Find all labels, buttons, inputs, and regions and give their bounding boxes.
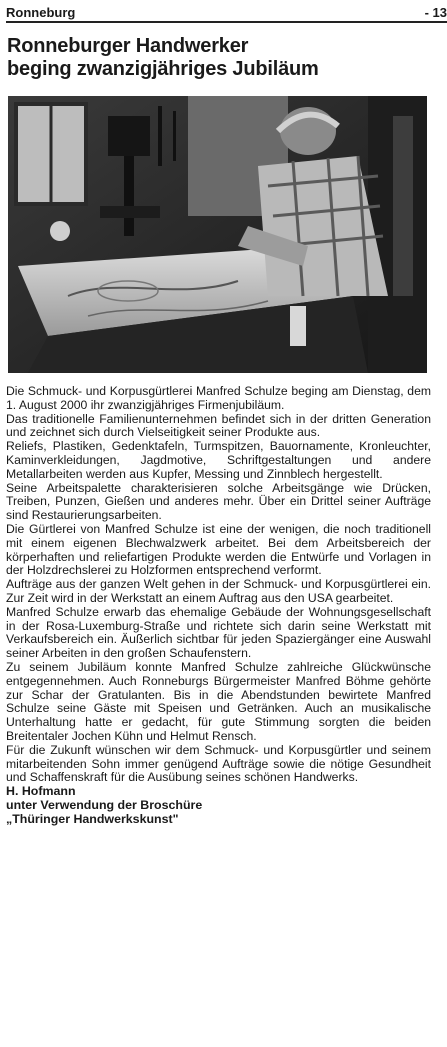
- paragraph: Die Gürtlerei von Manfred Schulze ist eine der wenigen, die noch traditionell mit einem eigenen Blechwalzwerk arbeitet. Bei dem Arbeitsbereich der körperhaften und reliefartigen Produkte werden die Entwürfe und Vorlagen in der Holzdrechslerei zu Holzformen entsprechend verformt.: [6, 521, 431, 578]
- paragraph: Für die Zukunft wünschen wir dem Schmuck- und Korpusgürtler und seinem mitarbeitenden Sohn immer genügend Aufträge sowie die nötige Gesundheit und Schaffenskraft für die Ausübung seines schönen Handwerks.: [6, 742, 431, 785]
- article-headline: [7, 35, 437, 81]
- article-body: [6, 385, 431, 827]
- paragraph: Aufträge aus der ganzen Welt gehen in der Schmuck- und Korpusgürtlerei ein. Zur Zeit wird in der Werkstatt an einem Auftrag aus den USA gearbeitet.: [6, 577, 431, 605]
- article-photo: [8, 96, 427, 373]
- paragraph: Seine Arbeitspalette charakterisieren solche Arbeitsgänge wie Drücken, Treiben, Punzen, Gießen und anderes mehr. Über ein Drittel seiner Aufträge sind Restaurierungsarbeiten.: [6, 480, 431, 523]
- page-number: - 13: [424, 5, 447, 20]
- paragraph: Manfred Schulze erwarb das ehemalige Gebäude der Wohnungsgesellschaft in der Rosa-Luxemburg-Straße und richtete sich darin seine Werkstatt mit Verkaufsbereich ein. Äußerlich sichtbar für jeden Spaziergänger eine Auswahl seiner Arbeiten in den großen Schaufenstern.: [6, 604, 431, 661]
- paragraph: Die Schmuck- und Korpusgürtlerei Manfred Schulze beging am Dienstag, dem 1. August 2000 ihr zwanzigjähriges Firmenjubiläum.: [6, 384, 431, 412]
- headline-line-1: Ronneburger Handwerker: [7, 35, 249, 57]
- paragraph: Reliefs, Plastiken, Gedenktafeln, Turmspitzen, Bauornamente, Kronleuchter, Kaminverkleidungen, Jagdmotive, Schriftgestaltungen und andere Metallarbeiten werden aus Kupfer, Messing und Zinnblech hergestellt.: [6, 439, 431, 481]
- author-credit: H. Hofmann: [6, 784, 76, 799]
- craftsman-workbench-photo-icon: [8, 96, 427, 373]
- paragraph: Das traditionelle Familienunternehmen befindet sich in der dritten Generation und zeichnet sich durch Vielseitigkeit seiner Produkte aus.: [6, 411, 431, 440]
- paragraph: Zu seinem Jubiläum konnte Manfred Schulze zahlreiche Glückwünsche entgegennehmen. Auch Ronneburgs Bürgermeister Manfred Böhme gehörte zur Schar der Gratulanten. Bis in die Abendstunden bewirtete Manfred Schulze seine Gäste mit Speisen und Getränken. Auch an musikalische Unterhaltung hatte er gedacht, für gute Stimmung sorgten die beiden Breitentaler Jochen Kühn und Helmut Rensch.: [6, 659, 431, 743]
- headline-line-2: beging zwanzigjähriges Jubiläum: [7, 58, 319, 80]
- page-header: [6, 3, 447, 23]
- section-title: Ronneburg: [6, 5, 76, 20]
- source-note-line-2: „Thüringer Handwerkskunst": [6, 811, 179, 826]
- source-note-line-1: unter Verwendung der Broschüre: [6, 797, 203, 812]
